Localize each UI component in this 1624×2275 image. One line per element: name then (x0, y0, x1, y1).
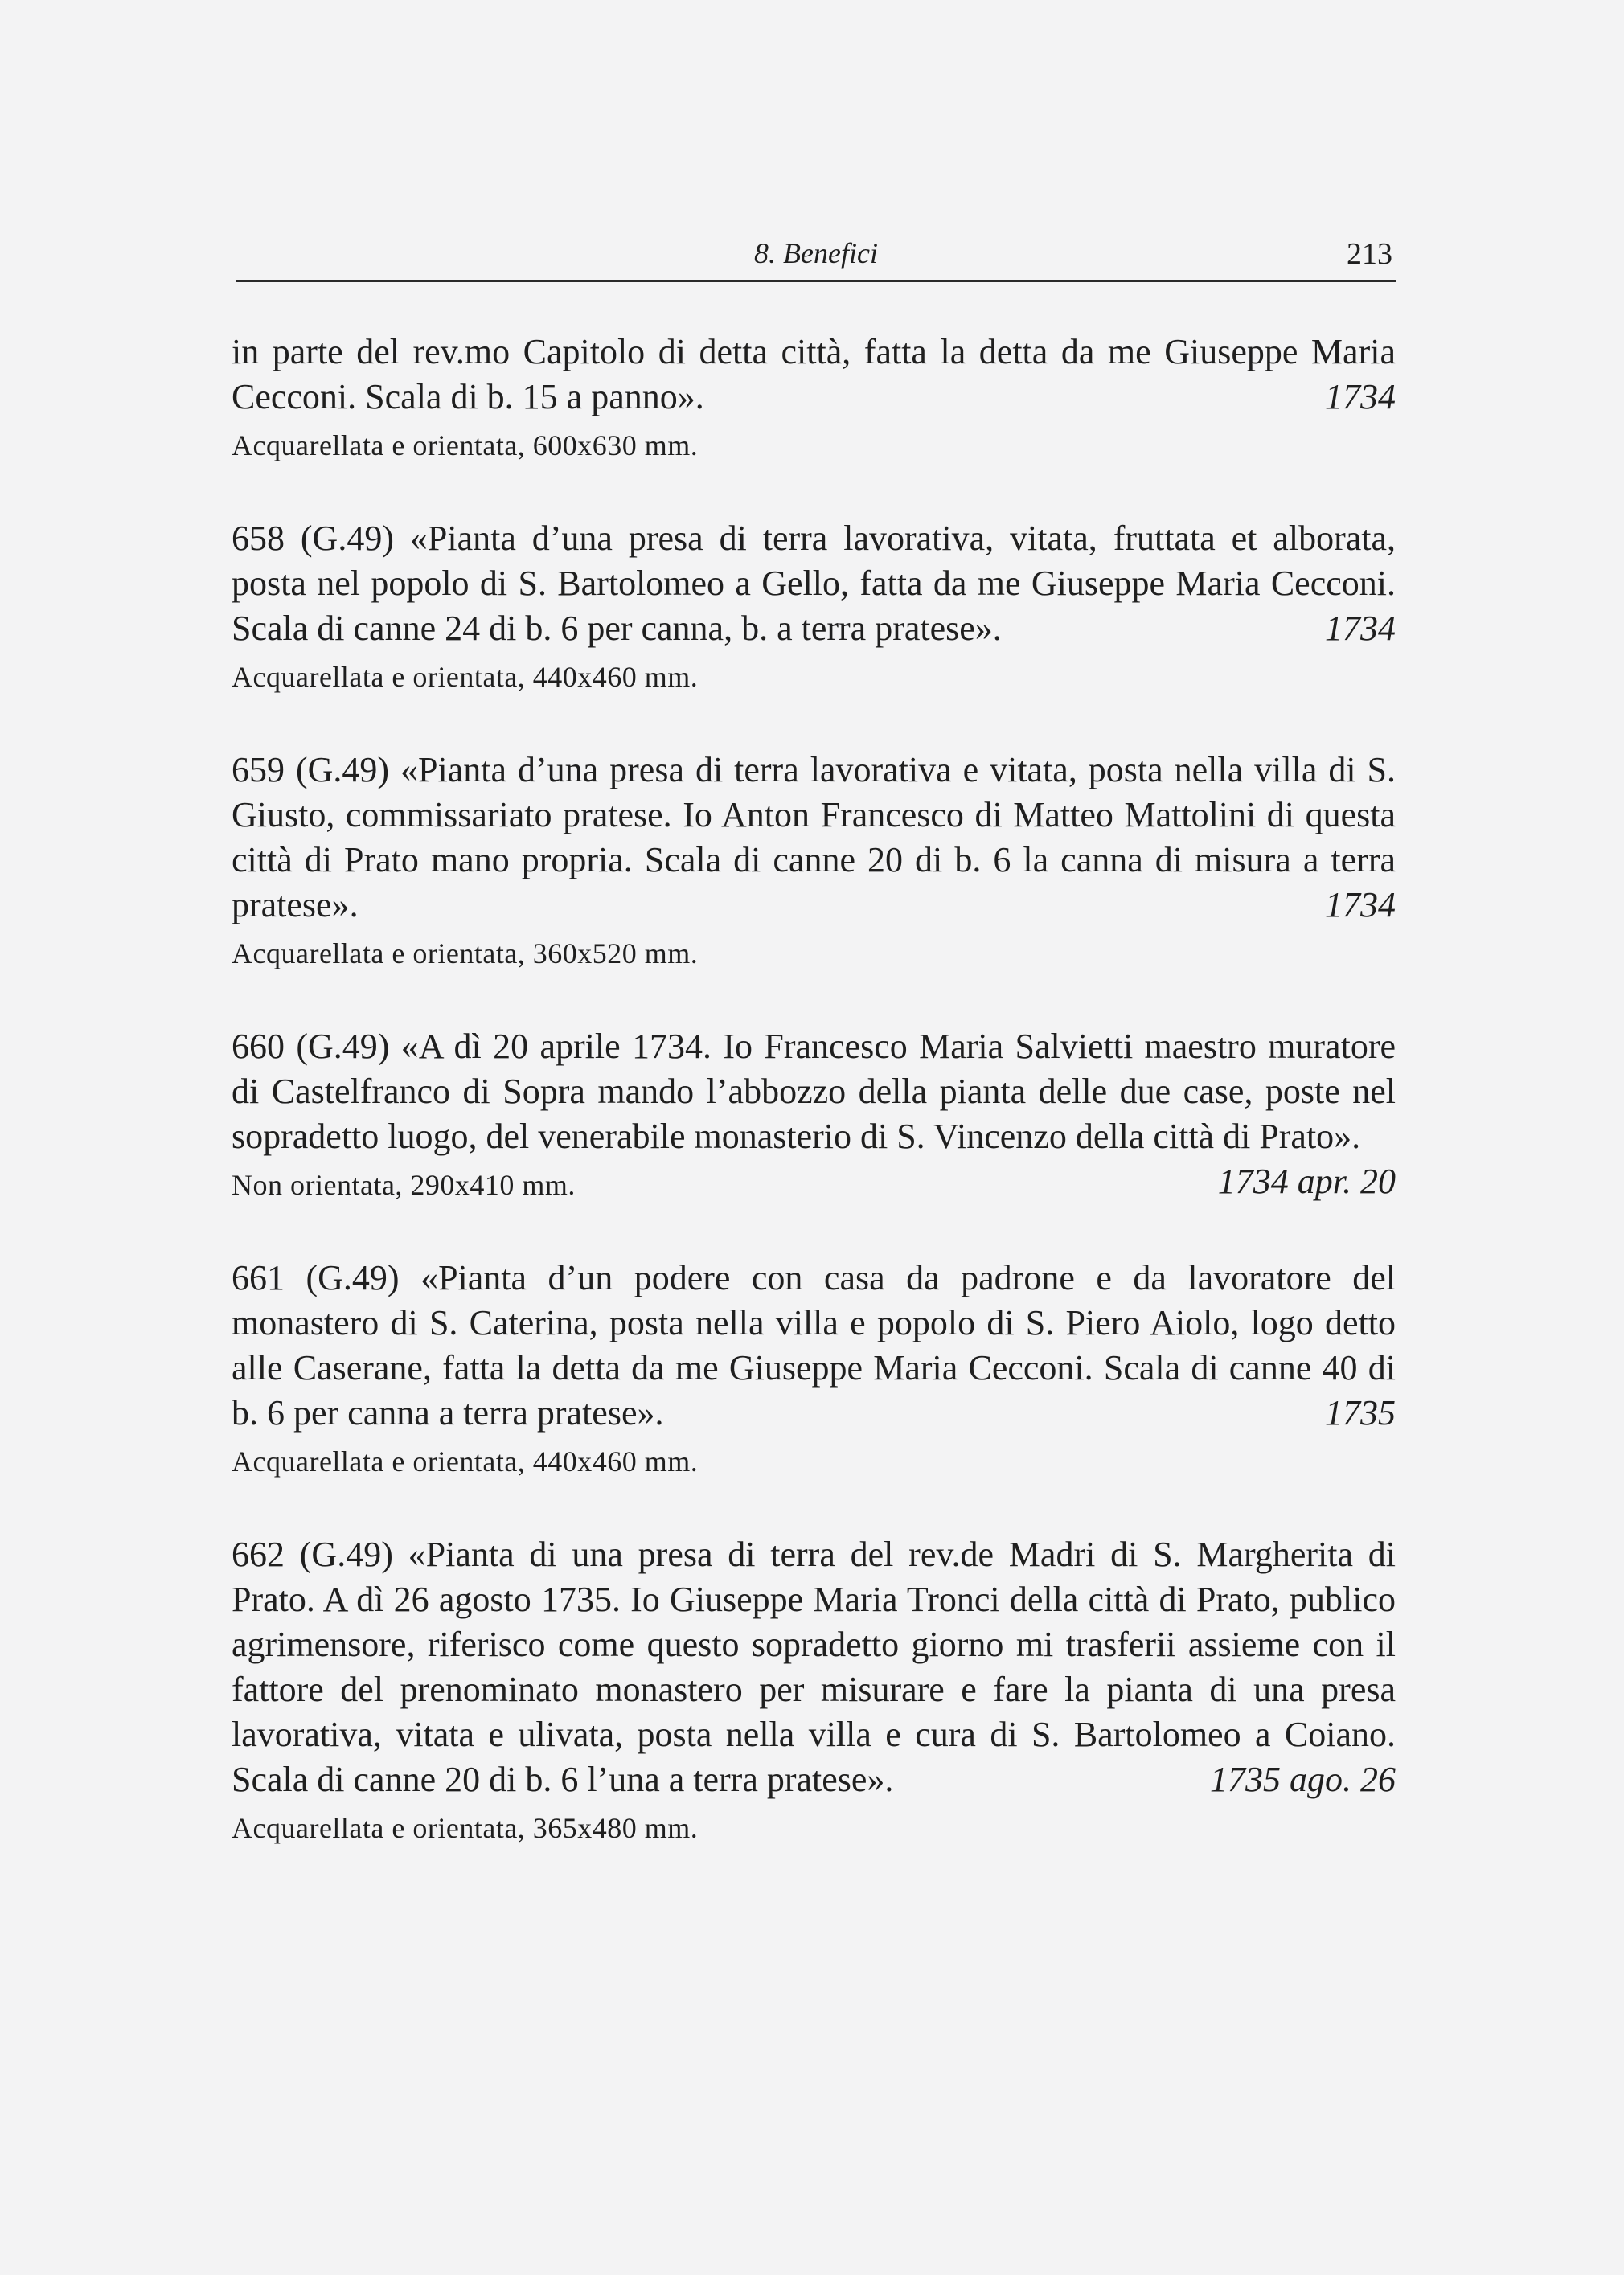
entry-description: Acquarellata e orientata, 440x460 mm. (232, 661, 699, 693)
entry-date: 1735 (1325, 1393, 1396, 1433)
entry-text: 661 (G.49) «Pianta d’un podere con casa da padrone e da lavoratore del monastero di S. Caterina, posta nella villa e popolo di S. Piero Aiolo, logo detto alle Caserane, fatta la detta da me Giuseppe Maria Cecconi. Scala di canne 40 di b. 6 per canna a terra pratese». (232, 1258, 1396, 1433)
entry-description: Non orientata, 290x410 mm. (232, 1169, 576, 1201)
catalog-entry (232, 1256, 1396, 1479)
entry-text: in parte del rev.mo Capitolo di detta città, fatta la detta da me Giuseppe Maria Cecconi. Scala di b. 15 a panno». (232, 332, 1396, 416)
entry-date: 1734 (1325, 609, 1396, 648)
catalog-entry (232, 1024, 1396, 1203)
entry-text: 662 (G.49) «Pianta di una presa di terra del rev.de Madri di S. Margherita di Prato. A dì 26 agosto 1735. Io Giuseppe Maria Tronci della città di Prato, publico agrimensore, riferisco come questo sopradetto giorno mi trasferii assieme con il fattore del prenominato monastero per misurare e fare la pianta di una presa lavorativa, vitata e ulivata, posta nella villa e cura di S. Bartolomeo a Coiano. Scala di canne 20 di b. 6 l’una a terra pratese». (232, 1535, 1396, 1799)
entry-text: 658 (G.49) «Pianta d’una presa di terra lavorativa, vitata, fruttata et alborata, posta nel popolo di S. Bartolomeo a Gello, fatta da me Giuseppe Maria Cecconi. Scala di canne 24 di b. 6 per canna, b. a terra pratese». (232, 519, 1396, 648)
entry-description: Acquarellata e orientata, 600x630 mm. (232, 429, 699, 461)
catalog-entry (232, 516, 1396, 695)
catalog-entry (232, 1532, 1396, 1846)
running-title: 8. Benefici (754, 237, 878, 269)
catalog-entry (232, 330, 1396, 463)
page-header (236, 233, 1396, 282)
entry-description: Acquarellata e orientata, 365x480 mm. (232, 1812, 699, 1844)
entry-text: 659 (G.49) «Pianta d’una presa di terra lavorativa e vitata, posta nella villa di S. Giusto, commissariato pratese. Io Anton Francesco di Matteo Mattolini di questa città di Prato mano propria. Scala di canne 20 di b. 6 la canna di misura a terra pratese». (232, 750, 1396, 924)
entry-description: Acquarellata e orientata, 360x520 mm. (232, 937, 699, 969)
entry-description: Acquarellata e orientata, 440x460 mm. (232, 1445, 699, 1478)
entry-text: 660 (G.49) «A dì 20 aprile 1734. Io Francesco Maria Salvietti maestro muratore di Castelfranco di Sopra mando l’abbozzo della pianta delle due case, poste nel sopradetto luogo, del venerabile monasterio di S. Vincenzo della città di Prato». (232, 1027, 1396, 1156)
entry-date: 1735 ago. 26 (1210, 1760, 1396, 1799)
catalog-entry (232, 748, 1396, 971)
catalog-entries (232, 330, 1396, 1846)
entry-date: 1734 apr. 20 (1217, 1162, 1396, 1201)
page-number: 213 (1347, 237, 1392, 271)
entry-date: 1734 (1325, 885, 1396, 924)
entry-date: 1734 (1325, 377, 1396, 416)
